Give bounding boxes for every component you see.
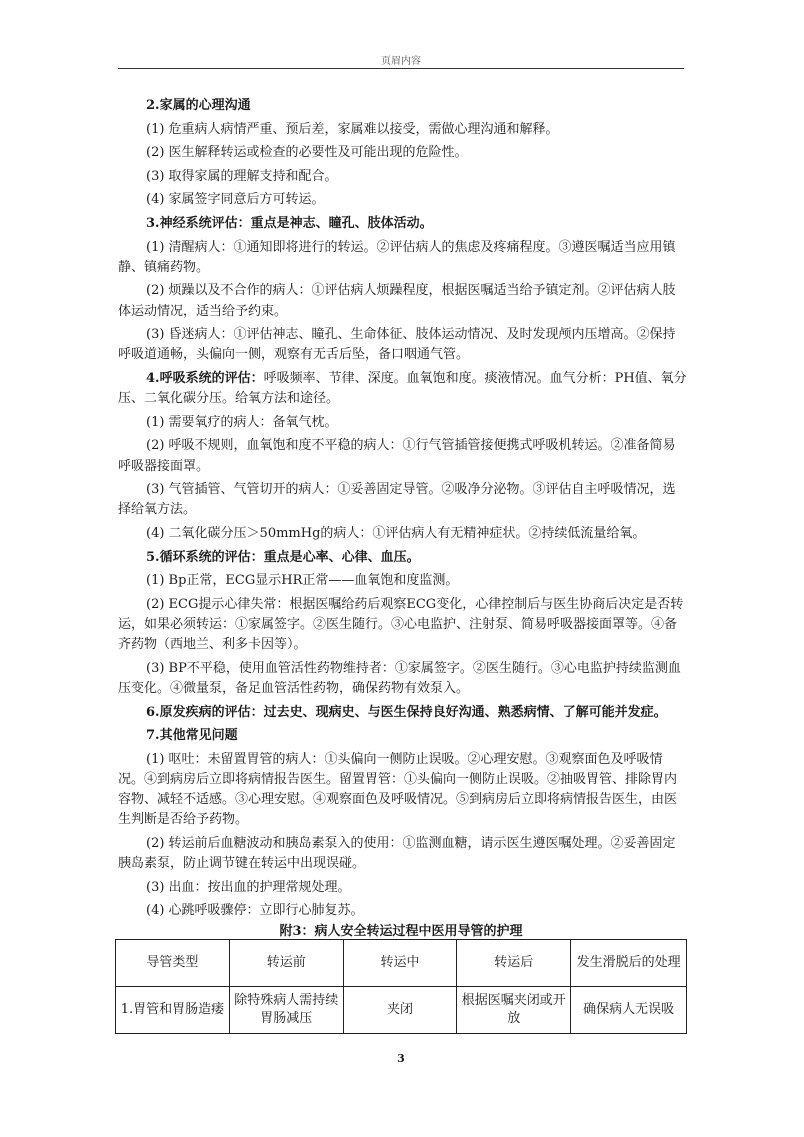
column-header: 转运前 xyxy=(229,940,343,987)
page-number: 3 xyxy=(397,1052,405,1065)
header-divider xyxy=(118,68,684,69)
column-header: 发生滑脱后的处理 xyxy=(571,940,687,987)
list-item: (1) 需要氧疗的病人：备氧气枕。 xyxy=(146,414,338,430)
list-item: (4) 二氧化碳分压＞50mmHg的病人：①评估病人有无精神症状。②持续低流量给氧。 xyxy=(146,525,646,541)
column-header: 转运后 xyxy=(457,940,571,987)
list-item: (1) 清醒病人：①通知即将进行的转运。②评估病人的焦虑及疼痛程度。③遵医嘱适当应用镇静、镇痛药物。 xyxy=(118,239,676,275)
catheter-care-table xyxy=(115,939,687,1034)
document-body xyxy=(118,96,688,925)
section-heading-text: 呼吸频率、节律、深度。血氧饱和度。痰液情况。血气分析：PH值、氧分压、二氧化碳分压。给氧方法和途径。 xyxy=(118,370,687,407)
list-item: (3) 取得家属的理解支持和配合。 xyxy=(146,168,338,184)
section-heading-label: 4.呼吸系统的评估： xyxy=(146,370,264,386)
table-cell: 1.胃管和胃肠造瘘 xyxy=(116,987,230,1034)
table-cell: 夹闭 xyxy=(343,987,457,1034)
list-item: (2) 医生解释转运或检查的必要性及可能出现的危险性。 xyxy=(146,145,468,161)
section-heading: 6.原发疾病的评估：过去史、现病史、与医生保持良好沟通、熟悉病情、了解可能并发症。 xyxy=(146,704,667,720)
column-header: 导管类型 xyxy=(116,940,230,987)
list-item: (1) 呕吐：未留置胃管的病人：①头偏向一侧防止误吸。②心理安慰。③观察面色及呼吸情况。④到病房后立即将病情报告医生。留置胃管：①头偏向一侧防止误吸。②抽吸胃管、排除胃内容物、减轻不适感。③心理安慰。④观察面色及呼吸情况。⑤到病房后立即将病情报告医生，由医生判断是否给予药物。 xyxy=(118,751,678,828)
list-item: (4) 家属签字同意后方可转运。 xyxy=(146,192,325,208)
table-row xyxy=(116,987,687,1034)
list-item: (4) 心跳呼吸骤停：立即行心肺复苏。 xyxy=(146,903,364,919)
list-item: (2) 转运前后血糖波动和胰岛素泵入的使用：①监测血糖，请示医生遵医嘱处理。②妥善固定胰岛素泵，防止调节键在转运中出现误碰。 xyxy=(118,835,676,872)
list-item: (1) 危重病人病情严重、预后差，家属难以接受，需做心理沟通和解释。 xyxy=(146,121,559,137)
page-header: 页眉内容 xyxy=(381,56,421,67)
list-item: (2) ECG提示心律失常：根据医嘱给药后观察ECG变化，心律控制后与医生协商后决定是否转运，如果必须转运：①家属签字。②医生随行。③心电监护、注射泵、简易呼吸器接面罩等。④备齐药物（西地兰、利多卡因等）。 xyxy=(118,596,684,653)
list-item: (1) Bp正常，ECG显示HR正常——血氧饱和度监测。 xyxy=(146,573,459,589)
list-item: (3) 出血：按出血的护理常规处理。 xyxy=(146,879,351,895)
table-title: 附3：病人安全转运过程中医用导管的护理 xyxy=(279,924,523,939)
table-cell: 根据医嘱夹闭或开放 xyxy=(457,987,571,1034)
list-item: (3) BP不平稳，使用血管活性药物维持者：①家属签字。②医生随行。③心电监护持续监测血压变化。④微量泵，备足血管活性药物，确保药物有效泵入。 xyxy=(118,660,681,696)
section-heading: 2.家属的心理沟通 xyxy=(146,98,251,113)
table-header-row xyxy=(116,940,687,987)
section-heading: 3.神经系统评估：重点是神志、瞳孔、肢体活动。 xyxy=(146,215,433,231)
list-item: (3) 昏迷病人：①评估神志、瞳孔、生命体征、肢体运动情况、及时发现颅内压增高。②保持呼吸道通畅，头偏向一侧，观察有无舌后坠，备口咽通气管。 xyxy=(118,327,676,363)
section-heading-mixed xyxy=(118,369,688,409)
table-cell: 除特殊病人需持续胃肠减压 xyxy=(229,987,343,1034)
list-item: (2) 呼吸不规则，血氧饱和度不平稳的病人：①行气管插管接便携式呼吸机转运。②准备简易呼吸器接面罩。 xyxy=(118,438,676,474)
column-header: 转运中 xyxy=(343,940,457,987)
list-item: (3) 气管插管、气管切开的病人：①妥善固定导管。②吸净分泌物。③评估自主呼吸情况，选择给氧方法。 xyxy=(118,482,676,518)
table-cell: 确保病人无误吸 xyxy=(571,987,687,1034)
section-heading: 7.其他常见问题 xyxy=(146,728,238,744)
list-item: (2) 烦躁以及不合作的病人：①评估病人烦躁程度，根据医嘱适当给予镇定剂。②评估病人肢体运动情况，适当给予约束。 xyxy=(118,283,676,319)
section-heading: 5.循环系统的评估：重点是心率、心律、血压。 xyxy=(146,549,420,565)
